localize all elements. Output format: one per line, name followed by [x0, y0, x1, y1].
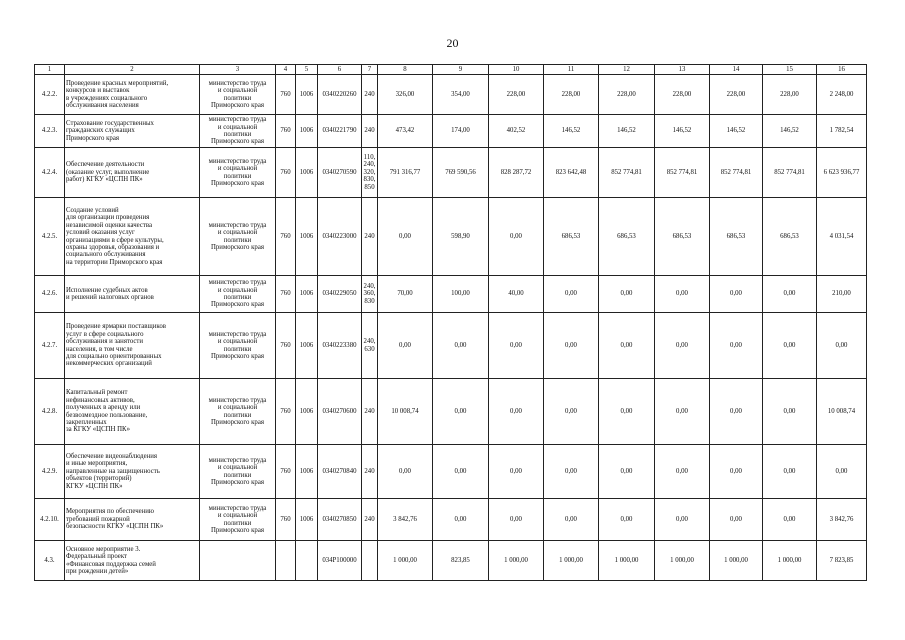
row-c4: 760 [276, 148, 296, 198]
column-header: 13 [655, 65, 710, 75]
row-c4: 760 [276, 379, 296, 445]
row-value: 823,85 [433, 541, 489, 581]
row-value: 686,53 [599, 198, 655, 276]
row-value: 0,00 [655, 445, 710, 499]
column-header: 6 [318, 65, 362, 75]
header-row [35, 65, 867, 75]
row-value: 0,00 [489, 313, 544, 379]
row-value: 0,00 [710, 445, 763, 499]
row-c4: 760 [276, 445, 296, 499]
row-value: 0,00 [655, 313, 710, 379]
row-value: 0,00 [433, 499, 489, 541]
row-code: 4.2.6. [35, 276, 65, 313]
row-c5: 1006 [296, 115, 318, 148]
row-c7: 240 [362, 445, 378, 499]
row-value: 1 000,00 [599, 541, 655, 581]
column-header: 10 [489, 65, 544, 75]
row-c6: 0340221790 [318, 115, 362, 148]
row-code: 4.2.5. [35, 198, 65, 276]
row-c7: 240 [362, 75, 378, 115]
row-c5 [296, 541, 318, 581]
row-value: 1 000,00 [655, 541, 710, 581]
row-value: 0,00 [599, 276, 655, 313]
row-c7: 240 [362, 379, 378, 445]
column-header: 11 [544, 65, 599, 75]
row-value: 686,53 [544, 198, 599, 276]
row-ministry: министерство труда и социальной политики Приморского края [200, 148, 276, 198]
row-ministry: министерство труда и социальной политики Приморского края [200, 198, 276, 276]
row-c6: 0340223000 [318, 198, 362, 276]
row-c5: 1006 [296, 445, 318, 499]
row-c5: 1006 [296, 313, 318, 379]
row-ministry: министерство труда и социальной политики Приморского края [200, 75, 276, 115]
table-row [35, 313, 867, 379]
row-value: 852 774,81 [599, 148, 655, 198]
table-row [35, 541, 867, 581]
row-value: 852 774,81 [763, 148, 817, 198]
column-header: 3 [200, 65, 276, 75]
row-ministry: министерство труда и социальной политики Приморского края [200, 445, 276, 499]
row-ministry: министерство труда и социальной политики Приморского края [200, 115, 276, 148]
row-code: 4.2.10. [35, 499, 65, 541]
row-value: 0,00 [763, 276, 817, 313]
row-value: 0,00 [599, 499, 655, 541]
row-c4: 760 [276, 75, 296, 115]
page-number: 20 [446, 36, 459, 50]
row-value: 0,00 [489, 198, 544, 276]
row-value: 146,52 [710, 115, 763, 148]
row-c7: 240 [362, 115, 378, 148]
row-value: 0,00 [433, 313, 489, 379]
column-header: 12 [599, 65, 655, 75]
row-c5: 1006 [296, 198, 318, 276]
table-row [35, 276, 867, 313]
row-value: 828 287,72 [489, 148, 544, 198]
row-value: 0,00 [599, 313, 655, 379]
table-row [35, 379, 867, 445]
row-total: 4 031,54 [817, 198, 867, 276]
row-value: 228,00 [655, 75, 710, 115]
row-title: Проведение ярмарки поставщиков услуг в сфере социального обслуживания и занятости населения, в том числе для социально ориентированных некоммерческих организаций [65, 313, 200, 379]
row-c5: 1006 [296, 148, 318, 198]
row-c7: 240, 360, 830 [362, 276, 378, 313]
row-value: 10 008,74 [378, 379, 433, 445]
row-code: 4.2.4. [35, 148, 65, 198]
row-value: 686,53 [710, 198, 763, 276]
row-c5: 1006 [296, 276, 318, 313]
row-c7: 240 [362, 499, 378, 541]
row-c7 [362, 541, 378, 581]
row-code: 4.3. [35, 541, 65, 581]
row-value: 852 774,81 [710, 148, 763, 198]
row-total: 0,00 [817, 313, 867, 379]
row-value: 146,52 [599, 115, 655, 148]
row-value: 146,52 [544, 115, 599, 148]
row-c7: 240 [362, 198, 378, 276]
row-c7: 240, 630 [362, 313, 378, 379]
row-total: 210,00 [817, 276, 867, 313]
row-code: 4.2.8. [35, 379, 65, 445]
row-c4: 760 [276, 276, 296, 313]
row-ministry: министерство труда и социальной политики Приморского края [200, 379, 276, 445]
row-value: 146,52 [655, 115, 710, 148]
column-header: 4 [276, 65, 296, 75]
row-value: 0,00 [544, 276, 599, 313]
row-c6: 0340229050 [318, 276, 362, 313]
row-ministry: министерство труда и социальной политики Приморского края [200, 499, 276, 541]
row-ministry [200, 541, 276, 581]
table-row [35, 445, 867, 499]
row-title: Капитальный ремонт нефинансовых активов, полученных в аренду или безвозмездное пользование, закрепленных за КГКУ «ЦСПН ПК» [65, 379, 200, 445]
row-value: 0,00 [378, 445, 433, 499]
row-value: 598,90 [433, 198, 489, 276]
row-value: 852 774,81 [655, 148, 710, 198]
table-row [35, 75, 867, 115]
row-value: 146,52 [763, 115, 817, 148]
column-header: 16 [817, 65, 867, 75]
row-c6: 0340223380 [318, 313, 362, 379]
row-value: 354,00 [433, 75, 489, 115]
row-value: 0,00 [599, 445, 655, 499]
row-total: 7 823,85 [817, 541, 867, 581]
row-c6: 0340220260 [318, 75, 362, 115]
row-value: 228,00 [710, 75, 763, 115]
row-code: 4.2.3. [35, 115, 65, 148]
row-title: Страхование государственных гражданских служащих Приморского края [65, 115, 200, 148]
table-row [35, 148, 867, 198]
column-header: 14 [710, 65, 763, 75]
row-c4: 760 [276, 499, 296, 541]
row-c6: 034P100000 [318, 541, 362, 581]
row-value: 0,00 [489, 379, 544, 445]
row-value: 0,00 [544, 499, 599, 541]
row-value: 0,00 [433, 445, 489, 499]
row-title: Исполнение судебных актов и решений налоговых органов [65, 276, 200, 313]
table-row [35, 499, 867, 541]
column-header: 7 [362, 65, 378, 75]
row-c6: 0340270840 [318, 445, 362, 499]
row-value: 0,00 [710, 379, 763, 445]
row-value: 686,53 [763, 198, 817, 276]
row-value: 174,00 [433, 115, 489, 148]
row-value: 1 000,00 [544, 541, 599, 581]
row-title: Проведение красных мероприятий, конкурсов и выставок в учреждениях социального обслуживания населения [65, 75, 200, 115]
row-value: 0,00 [763, 499, 817, 541]
row-value: 0,00 [710, 499, 763, 541]
row-total: 1 782,54 [817, 115, 867, 148]
table-row [35, 115, 867, 148]
row-title: Обеспечение видеонаблюдения и иные мероприятия, направленные на защищенность объектов (территорий) КГКУ «ЦСПН ПК» [65, 445, 200, 499]
row-title: Основное мероприятие 3. Федеральный проект «Финансовая поддержка семей при рождении детей» [65, 541, 200, 581]
row-c5: 1006 [296, 379, 318, 445]
row-value: 791 316,77 [378, 148, 433, 198]
row-value: 0,00 [655, 276, 710, 313]
column-header: 5 [296, 65, 318, 75]
row-c5: 1006 [296, 499, 318, 541]
row-c6: 0340270600 [318, 379, 362, 445]
row-value: 228,00 [489, 75, 544, 115]
row-value: 1 000,00 [763, 541, 817, 581]
row-title: Обеспечение деятельности (оказание услуг, выполнение работ) КГКУ «ЦСПН ПК» [65, 148, 200, 198]
row-value: 0,00 [544, 445, 599, 499]
row-value: 0,00 [763, 313, 817, 379]
column-header: 1 [35, 65, 65, 75]
row-code: 4.2.9. [35, 445, 65, 499]
row-value: 1 000,00 [710, 541, 763, 581]
row-value: 228,00 [544, 75, 599, 115]
row-value: 228,00 [599, 75, 655, 115]
row-c5: 1006 [296, 75, 318, 115]
row-c4: 760 [276, 115, 296, 148]
row-value: 1 000,00 [378, 541, 433, 581]
column-header: 2 [65, 65, 200, 75]
row-value: 0,00 [710, 276, 763, 313]
row-value: 326,00 [378, 75, 433, 115]
row-title: Мероприятия по обеспечению требований пожарной безопасности КГКУ «ЦСПН ПК» [65, 499, 200, 541]
row-c4: 760 [276, 313, 296, 379]
row-value: 0,00 [489, 445, 544, 499]
row-code: 4.2.2. [35, 75, 65, 115]
row-value: 0,00 [655, 499, 710, 541]
row-value: 228,00 [763, 75, 817, 115]
table-row [35, 198, 867, 276]
row-value: 0,00 [544, 379, 599, 445]
row-value: 402,52 [489, 115, 544, 148]
column-header: 15 [763, 65, 817, 75]
row-total: 10 008,74 [817, 379, 867, 445]
row-total: 3 842,76 [817, 499, 867, 541]
row-total: 6 623 936,77 [817, 148, 867, 198]
row-value: 0,00 [763, 379, 817, 445]
row-ministry: министерство труда и социальной политики Приморского края [200, 313, 276, 379]
row-value: 40,00 [489, 276, 544, 313]
row-value: 0,00 [710, 313, 763, 379]
row-value: 0,00 [433, 379, 489, 445]
row-value: 0,00 [378, 313, 433, 379]
row-value: 70,00 [378, 276, 433, 313]
row-value: 0,00 [544, 313, 599, 379]
column-header: 8 [378, 65, 433, 75]
row-ministry: министерство труда и социальной политики Приморского края [200, 276, 276, 313]
row-value: 0,00 [655, 379, 710, 445]
row-code: 4.2.7. [35, 313, 65, 379]
row-value: 0,00 [378, 198, 433, 276]
column-header: 9 [433, 65, 489, 75]
row-c4: 760 [276, 198, 296, 276]
row-value: 686,53 [655, 198, 710, 276]
row-c6: 0340270850 [318, 499, 362, 541]
row-total: 0,00 [817, 445, 867, 499]
row-value: 0,00 [763, 445, 817, 499]
row-value: 3 842,76 [378, 499, 433, 541]
row-total: 2 248,00 [817, 75, 867, 115]
row-c6: 0340270590 [318, 148, 362, 198]
row-c4 [276, 541, 296, 581]
row-value: 0,00 [599, 379, 655, 445]
row-value: 823 642,48 [544, 148, 599, 198]
row-value: 769 590,56 [433, 148, 489, 198]
row-title: Создание условий для организации проведения независимой оценки качества условий оказания услуг организациями в сфере культуры, охраны здоровья, образования и социального обслуживания на территории Приморского края [65, 198, 200, 276]
row-value: 473,42 [378, 115, 433, 148]
row-value: 0,00 [489, 499, 544, 541]
row-value: 1 000,00 [489, 541, 544, 581]
row-value: 100,00 [433, 276, 489, 313]
budget-table [34, 64, 867, 581]
row-c7: 110, 240, 320, 830, 850 [362, 148, 378, 198]
